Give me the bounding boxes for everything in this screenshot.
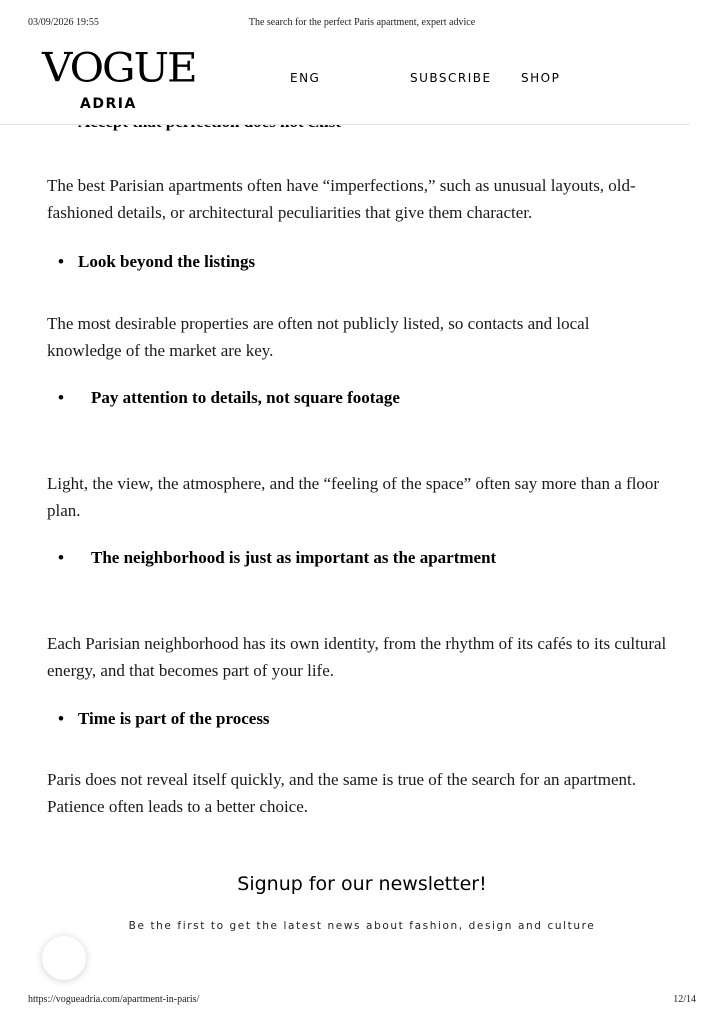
print-header — [0, 17, 724, 31]
bullet-dot: • — [58, 709, 64, 728]
print-url: https://vogueadria.com/apartment-in-paris/ — [28, 994, 200, 1005]
nav-language-eng[interactable]: ENG — [290, 71, 321, 85]
print-page-number: 12/14 — [673, 994, 696, 1005]
article-paragraph: Light, the view, the atmosphere, and the “feeling of the space” often say more than a floor plan. — [47, 474, 660, 520]
bullet-dot: • — [58, 252, 64, 271]
newsletter-title: Signup for our newsletter! — [237, 873, 487, 895]
article-paragraph: Each Parisian neighborhood has its own identity, from the rhythm of its cafés to its cultural energy, and that becomes part of your life. — [47, 634, 667, 680]
article-paragraph: Paris does not reveal itself quickly, and the same is true of the search for an apartment. Patience often leads to a better choice. — [47, 770, 636, 816]
bullet-dot: • — [58, 548, 64, 567]
print-datetime: 03/09/2026 19:55 — [28, 17, 99, 28]
logo-adria-wordmark: ADRIA — [80, 96, 137, 112]
vogue-adria-logo[interactable] — [42, 44, 196, 112]
print-doc-title: The search for the perfect Paris apartment, expert advice — [248, 17, 476, 28]
article-paragraph: The best Parisian apartments often have “imperfections,” such as unusual layouts, old-fashioned details, or architectural peculiarities that give them character. — [47, 176, 636, 222]
nav-shop-link[interactable]: SHOP — [521, 71, 561, 85]
article-paragraph: The most desirable properties are often not publicly listed, so contacts and local knowledge of the market are key. — [47, 314, 590, 360]
chat-widget-button[interactable] — [42, 936, 86, 980]
bullet-heading: Look beyond the listings — [78, 252, 256, 271]
nav-subscribe-link[interactable]: SUBSCRIBE — [410, 71, 492, 85]
logo-vogue-wordmark: VOGUE — [42, 44, 196, 91]
print-footer — [0, 994, 724, 1008]
bullet-dot: • — [58, 388, 64, 407]
bullet-heading: Time is part of the process — [78, 709, 270, 728]
bullet-heading: The neighborhood is just as important as the apartment — [91, 548, 497, 567]
bullet-heading: Pay attention to details, not square footage — [91, 388, 400, 407]
site-header — [0, 44, 690, 125]
newsletter-subtitle: Be the first to get the latest news about fashion, design and culture — [128, 920, 596, 932]
